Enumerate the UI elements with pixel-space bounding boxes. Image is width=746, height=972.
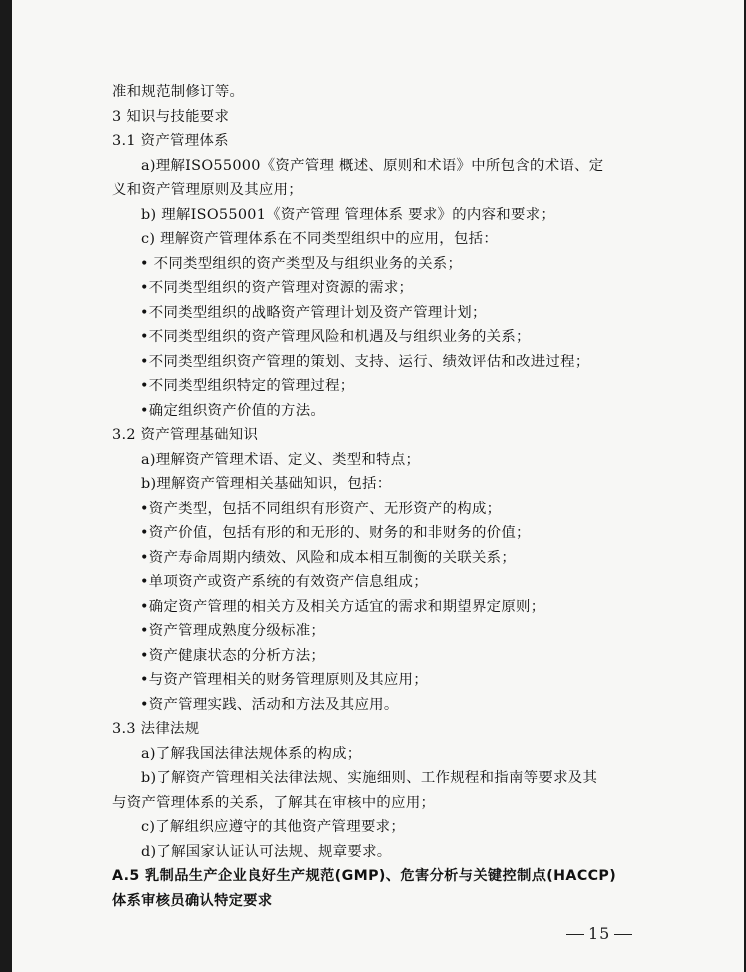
bullet-item: • 不同类型组织的资产类型及与组织业务的关系； — [140, 255, 463, 272]
bullet-item: •资产管理成熟度分级标准； — [140, 623, 326, 639]
bullet-item: •资产价值，包括有形的和无形的、财务的和非财务的价值； — [140, 525, 531, 541]
text-line: b)理解资产管理相关基础知识，包括： — [141, 476, 392, 492]
section-heading-3-2: 3.2 资产管理基础知识 — [112, 427, 259, 443]
dash-left — [566, 934, 584, 935]
text-line: 与资产管理体系的关系，了解其在审核中的应用； — [112, 794, 436, 811]
bullet-item: •资产寿命周期内绩效、风险和成本相互制衡的关联关系； — [140, 549, 517, 566]
bullet-item: •确定组织资产价值的方法。 — [140, 402, 326, 419]
text-line: c)了解组织应遵守的其他资产管理要求； — [141, 819, 406, 835]
text-line: d)了解国家认证认可法规、规章要求。 — [141, 843, 392, 860]
bullet-item: •资产管理实践、活动和方法及其应用。 — [140, 696, 399, 713]
bullet-item: •资产类型，包括不同组织有形资产、无形资产的构成； — [140, 500, 502, 517]
page-number-value: 15 — [588, 924, 611, 943]
document-page — [12, 0, 744, 972]
text-line: c) 理解资产管理体系在不同类型组织中的应用，包括： — [141, 231, 499, 247]
bullet-item: •不同类型组织的资产管理对资源的需求； — [140, 280, 414, 296]
bullet-item: •资产健康状态的分析方法； — [140, 647, 326, 664]
document-body — [112, 80, 640, 913]
bullet-item: •不同类型组织的战略资产管理计划及资产管理计划； — [140, 304, 487, 321]
text-line: b) 理解ISO55001《资产管理 管理体系 要求》的内容和要求； — [141, 206, 556, 223]
page-number — [562, 924, 636, 943]
text-line: a)了解我国法律法规体系的构成； — [141, 745, 362, 762]
text-line: b)了解资产管理相关法律法规、实施细则、工作规程和指南等要求及其 — [141, 770, 598, 786]
text-line: 准和规范制修订等。 — [112, 84, 245, 100]
bullet-item: •单项资产或资产系统的有效资产信息组成； — [140, 574, 428, 590]
section-heading-3-1: 3.1 资产管理体系 — [112, 133, 229, 149]
section-heading-3-3: 3.3 法律法规 — [112, 721, 200, 737]
appendix-heading-continued: 体系审核员确认特定要求 — [112, 892, 273, 909]
dash-right — [614, 934, 632, 935]
text-line: a)理解资产管理术语、定义、类型和特点； — [141, 451, 421, 468]
bullet-item: •确定资产管理的相关方及相关方适宜的需求和期望界定原则； — [140, 598, 546, 615]
text-line: 义和资产管理原则及其应用； — [112, 182, 303, 198]
section-heading-3: 3 知识与技能要求 — [112, 108, 230, 125]
appendix-heading: A.5 乳制品生产企业良好生产规范(GMP)、危害分析与关键控制点(HACCP) — [112, 868, 617, 884]
bullet-item: •不同类型组织资产管理的策划、支持、运行、绩效评估和改进过程； — [140, 353, 590, 370]
text-line: a)理解ISO55000《资产管理 概述、原则和术语》中所包含的术语、定 — [141, 157, 604, 174]
bullet-item: •不同类型组织特定的管理过程； — [140, 378, 355, 394]
bullet-item: •不同类型组织的资产管理风险和机遇及与组织业务的关系； — [140, 329, 531, 345]
bullet-item: •与资产管理相关的财务管理原则及其应用； — [140, 672, 428, 688]
